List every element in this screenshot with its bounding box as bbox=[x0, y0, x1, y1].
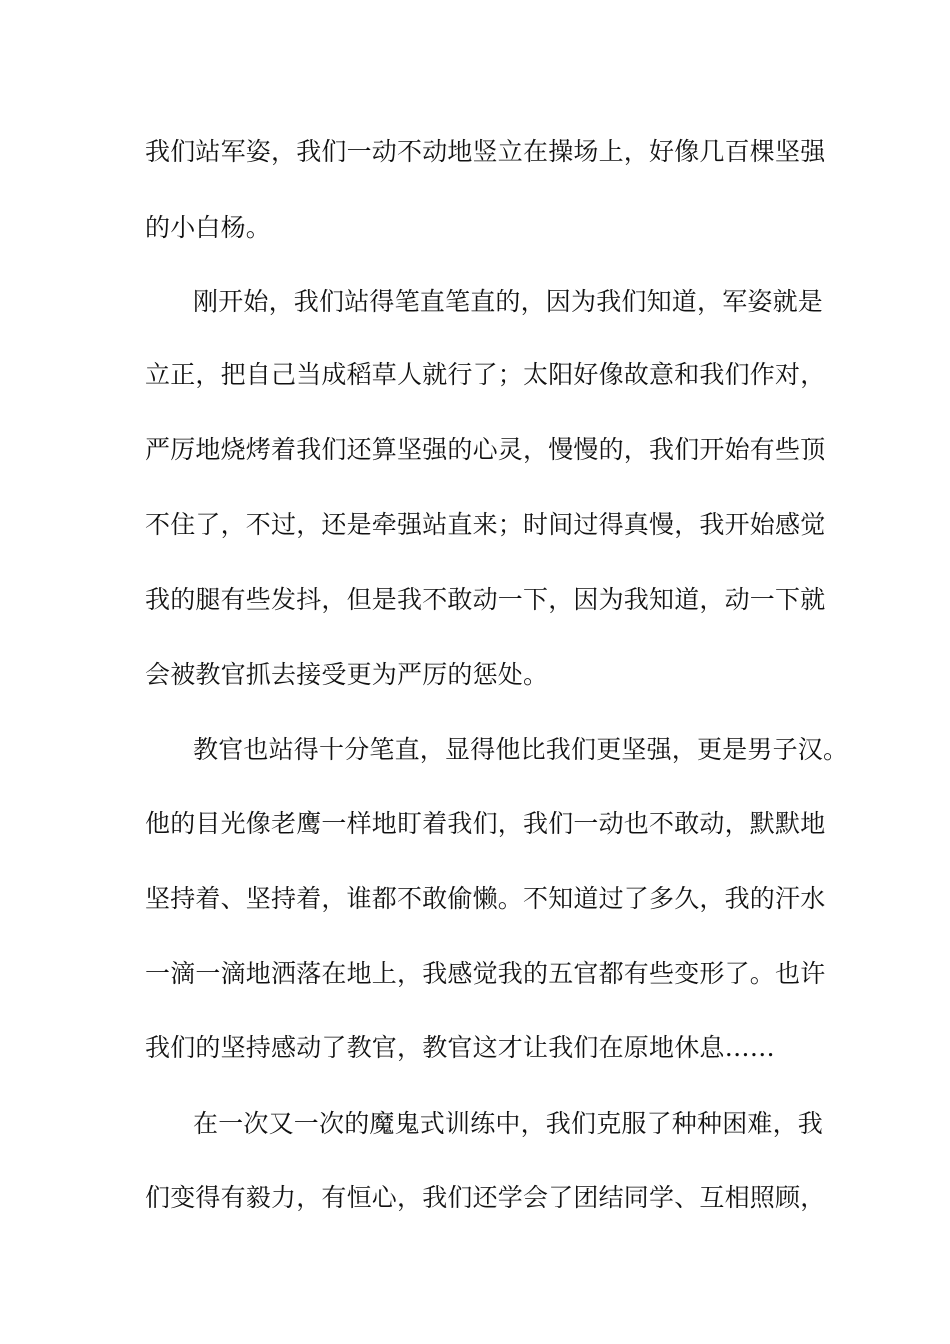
text-line: 我们的坚持感动了教官，教官这才让我们在原地休息…… bbox=[145, 1033, 776, 1062]
text-line: 立正，把自己当成稻草人就行了；太阳好像故意和我们作对， bbox=[145, 360, 826, 389]
text-line: 我的腿有些发抖，但是我不敢动一下，因为我知道，动一下就 bbox=[145, 585, 826, 614]
text-line: 坚持着、坚持着，谁都不敢偷懒。不知道过了多久，我的汗水 bbox=[145, 884, 826, 913]
text-line: 不住了，不过，还是牵强站直来；时间过得真慢，我开始感觉 bbox=[145, 510, 826, 539]
paragraph-start-line: 教官也站得十分笔直，显得他比我们更坚强，更是男子汉。 bbox=[193, 735, 849, 764]
text-line: 我们站军姿，我们一动不动地竖立在操场上，好像几百棵坚强 bbox=[145, 137, 826, 166]
text-line: 们变得有毅力，有恒心，我们还学会了团结同学、互相照顾， bbox=[145, 1183, 826, 1212]
paragraph-start-line: 刚开始，我们站得笔直笔直的，因为我们知道，军姿就是 bbox=[193, 287, 824, 316]
text-line: 的小白杨。 bbox=[145, 213, 272, 242]
paragraph-start-line: 在一次又一次的魔鬼式训练中，我们克服了种种困难，我 bbox=[193, 1109, 824, 1138]
text-line: 一滴一滴地洒落在地上，我感觉我的五官都有些变形了。也许 bbox=[145, 959, 826, 988]
text-line: 他的目光像老鹰一样地盯着我们，我们一动也不敢动，默默地 bbox=[145, 809, 826, 838]
text-line: 会被教官抓去接受更为严厉的惩处。 bbox=[145, 660, 549, 689]
text-line: 严厉地烧烤着我们还算坚强的心灵，慢慢的，我们开始有些顶 bbox=[145, 435, 826, 464]
